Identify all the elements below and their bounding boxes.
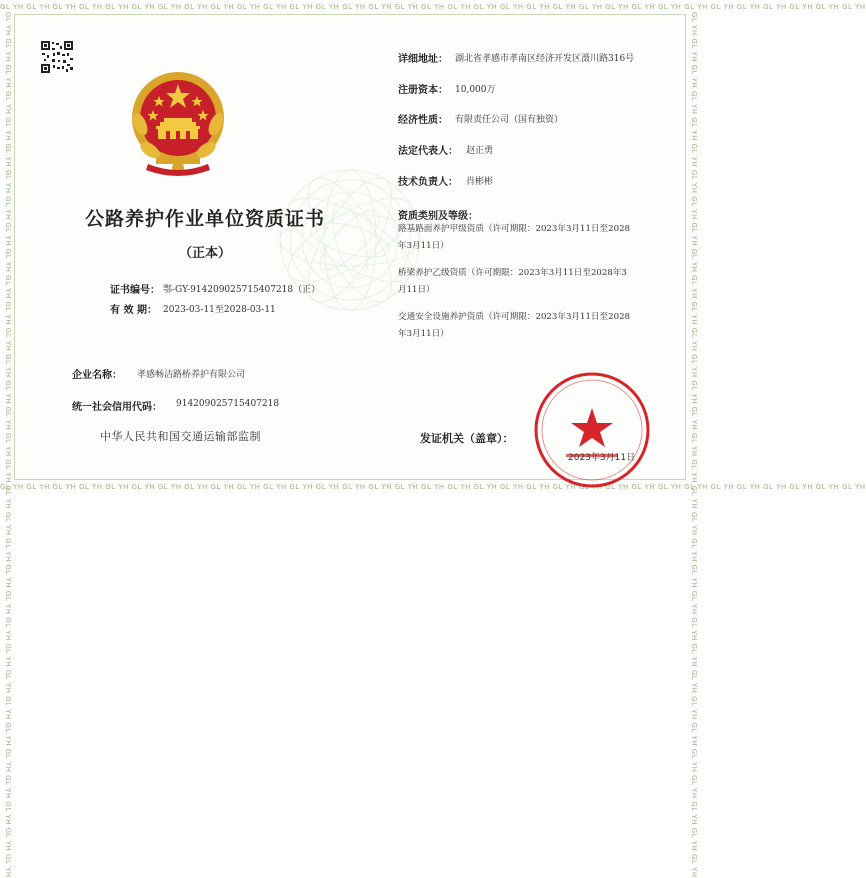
nature-label: 经济性质： — [398, 115, 448, 126]
national-emblem-icon — [126, 68, 230, 178]
nature-value: 有限责任公司（国有独资） — [455, 115, 564, 125]
validity-value: 2023-03-11至2028-03-11 — [163, 305, 276, 315]
border-pattern-left: GL YH GL YH GL YH GL YH GL YH GL YH GL YH GL YH GL YH GL YH GL YH GL YH GL YH GL YH GL YH GL YH GL YH GL YH GL YH GL YH GL YH GL YH GL YH GL YH GL YH GL YH GL YH GL YH GL YH GL YH GL YH GL YH GL YH — [4, 12, 12, 878]
qualification-line: 年3月11日） — [398, 329, 449, 339]
tech-lead-value: 肖彬彬 — [466, 177, 494, 187]
qualification-line: 月11日） — [398, 285, 435, 295]
issuer-label: 发证机关（盖章）： — [420, 432, 514, 445]
qualification-line: 路基路面养护甲级资质（许可期限：2023年3月11日至2028 — [398, 224, 631, 234]
company-value: 孝感畅洁路桥养护有限公司 — [137, 370, 246, 380]
certificate-subtitle: （正本） — [178, 246, 231, 261]
qualification-item — [398, 265, 627, 299]
qualification-item — [398, 221, 630, 255]
qualification-label: 资质类别及等级： — [398, 211, 478, 222]
supervision-text: 中华人民共和国交通运输部监制 — [100, 430, 261, 443]
credit-code-label: 统一社会信用代码： — [72, 402, 162, 413]
official-seal-icon — [532, 370, 652, 490]
capital-label: 注册资本： — [398, 85, 448, 96]
certificate-title: 公路养护作业单位资质证书 — [84, 208, 325, 230]
tech-lead-label: 技术负责人： — [398, 177, 458, 188]
legal-rep-label: 法定代表人： — [398, 146, 458, 157]
qualification-line: 桥梁养护乙级资质（许可期限：2023年3月11日至2028年3 — [398, 268, 627, 278]
validity-label: 有 效 期： — [110, 305, 157, 316]
credit-code-value: 914209025715407218 — [176, 399, 280, 409]
border-pattern-right: GL YH GL YH GL YH GL YH GL YH GL YH GL YH GL YH GL YH GL YH GL YH GL YH GL YH GL YH GL YH GL YH GL YH GL YH GL YH GL YH GL YH GL YH GL YH GL YH GL YH GL YH GL YH GL YH GL YH GL YH GL YH GL YH GL YH — [690, 12, 698, 878]
qr-code-icon — [40, 40, 74, 74]
border-pattern-bottom: GL YH GL YH GL YH GL YH GL YH GL YH GL YH GL YH GL YH GL YH GL YH GL YH GL YH GL YH GL YH GL YH GL YH GL YH GL YH GL YH GL YH GL YH GL YH GL YH GL YH GL YH GL YH GL YH GL YH GL YH GL YH GL YH GL YH — [0, 483, 866, 491]
cert-no-label: 证书编号： — [110, 285, 160, 296]
qualification-line: 交通安全设施养护资质（许可期限：2023年3月11日至2028 — [398, 312, 631, 322]
company-label: 企业名称： — [72, 370, 122, 381]
address-value: 湖北省孝感市孝南区经济开发区滠川路316号 — [455, 54, 635, 64]
qualification-item — [398, 309, 630, 343]
address-label: 详细地址： — [398, 54, 448, 65]
issue-date: 2023年3月11日 — [568, 453, 636, 463]
border-pattern-top: GL YH GL YH GL YH GL YH GL YH GL YH GL YH GL YH GL YH GL YH GL YH GL YH GL YH GL YH GL YH GL YH GL YH GL YH GL YH GL YH GL YH GL YH GL YH GL YH GL YH GL YH GL YH GL YH GL YH GL YH GL YH GL YH GL YH — [0, 3, 866, 11]
capital-value: 10,000万 — [455, 85, 496, 95]
cert-no-value: 鄂-GY-914209025715407218（正） — [163, 285, 321, 295]
legal-rep-value: 赵正勇 — [466, 146, 494, 156]
qualification-line: 年3月11日） — [398, 241, 449, 251]
